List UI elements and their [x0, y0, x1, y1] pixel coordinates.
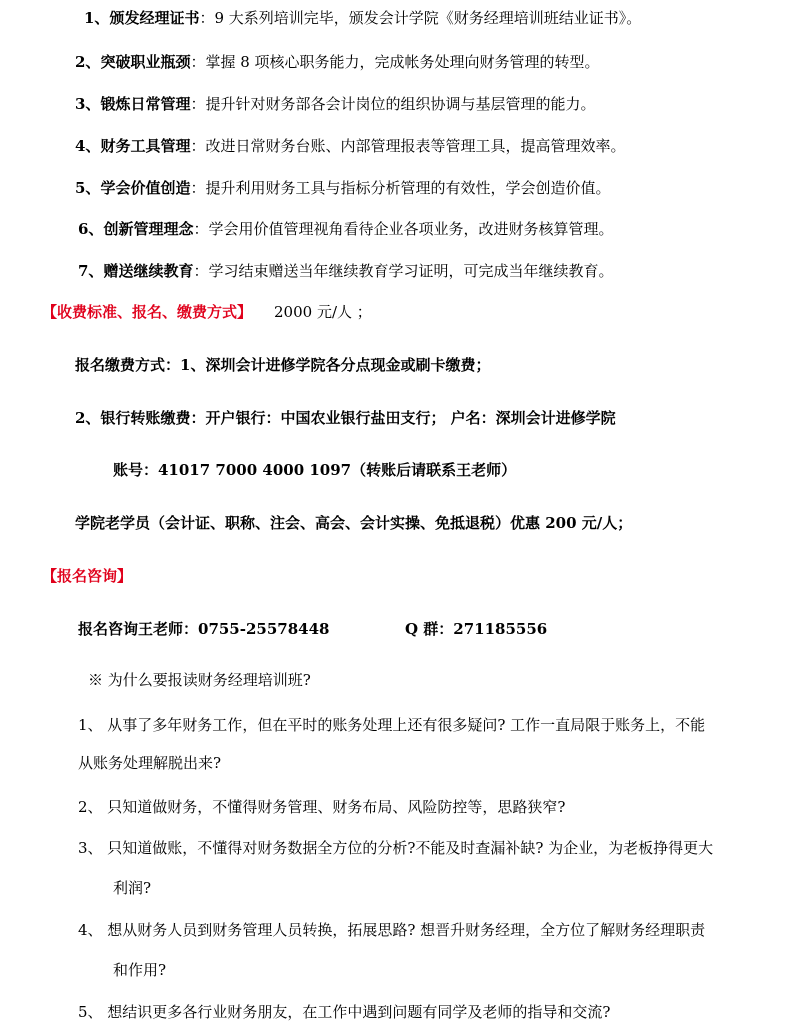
benefit-label: 锻炼日常管理 [100, 95, 191, 113]
benefit-label: 学会价值创造 [100, 179, 191, 197]
why-question-4: 4、 想从财务人员到财务管理人员转换，拓展思路? 想晋升财务经理，全方位了解财务经理职责 [78, 921, 706, 939]
benefit-item-4 [75, 136, 625, 156]
benefit-text: ：掌握 8 项核心职务能力，完成帐务处理向财务管理的转型。 [190, 53, 600, 71]
benefit-number: 3、 [75, 95, 101, 113]
consult-phone: 报名咨询王老师：0755-25578448 [78, 620, 330, 638]
consult-heading: 【报名咨询】 [42, 567, 133, 585]
fee-heading: 【收费标准、报名、缴费方式】 [42, 303, 253, 321]
fee-method-2: 2、银行转账缴费：开户银行：中国农业银行盐田支行； 户名：深圳会计进修学院 [75, 409, 616, 427]
why-question-3-cont: 利润? [113, 879, 152, 897]
benefit-item-7 [78, 261, 613, 281]
benefit-text: ：提升针对财务部各会计岗位的组织协调与基层管理的能力。 [190, 95, 596, 113]
why-question-4-cont: 和作用? [113, 961, 167, 979]
bank-account: 账号：41017 7000 4000 1097（转账后请联系王老师） [113, 461, 517, 479]
benefit-text: ：提升利用财务工具与指标分析管理的有效性，学会创造价值。 [190, 179, 611, 197]
why-question-5: 5、 想结识更多各行业财务朋友，在工作中遇到问题有同学及老师的指导和交流? [78, 1003, 611, 1021]
benefit-number: 7、 [78, 262, 104, 280]
benefit-text: ：9 大系列培训完毕，颁发会计学院《财务经理培训班结业证书》。 [199, 9, 642, 27]
why-question-1-cont: 从账务处理解脱出来? [78, 754, 222, 772]
benefit-label: 财务工具管理 [100, 137, 191, 155]
benefit-number: 2、 [75, 53, 101, 71]
benefit-item-1 [84, 8, 641, 28]
benefit-text: ：学习结束赠送当年继续教育学习证明，可完成当年继续教育。 [193, 262, 614, 280]
benefit-label: 颁发经理证书 [109, 9, 200, 27]
benefit-number: 5、 [75, 179, 101, 197]
benefit-text: ：学会用价值管理视角看待企业各项业务，改进财务核算管理。 [193, 220, 614, 238]
benefit-number: 6、 [78, 220, 104, 238]
why-question-3: 3、 只知道做账，不懂得对财务数据全方位的分析?不能及时查漏补缺? 为企业，为老板挣得更大 [78, 839, 714, 857]
benefit-item-5 [75, 178, 610, 198]
benefit-item-2 [75, 52, 600, 72]
fee-price: 2000 元/人 ； [274, 303, 372, 321]
alumni-discount: 学院老学员（会计证、职称、注会、高会、会计实操、免抵退税）优惠 200 元/人； [75, 514, 633, 532]
benefit-text: ：改进日常财务台账、内部管理报表等管理工具，提高管理效率。 [190, 137, 626, 155]
why-title: ※ 为什么要报读财务经理培训班? [88, 671, 311, 689]
benefit-number: 1、 [84, 9, 110, 27]
benefit-item-3 [75, 94, 595, 114]
fee-method-1: 报名缴费方式：1、深圳会计进修学院各分点现金或刷卡缴费； [75, 356, 491, 374]
why-question-2: 2、 只知道做财务，不懂得财务管理、财务布局、风险防控等，思路狭窄? [78, 798, 566, 816]
why-question-1: 1、 从事了多年财务工作，但在平时的账务处理上还有很多疑问? 工作一直局限于账务上，不能 [78, 716, 706, 734]
fee-heading-row [42, 302, 372, 322]
benefit-label: 赠送继续教育 [103, 262, 194, 280]
consult-qq-group: Q 群：271185556 [405, 620, 548, 638]
benefit-label: 创新管理理念 [103, 220, 194, 238]
benefit-item-6 [78, 219, 613, 239]
benefit-number: 4、 [75, 137, 101, 155]
benefit-label: 突破职业瓶颈 [100, 53, 191, 71]
